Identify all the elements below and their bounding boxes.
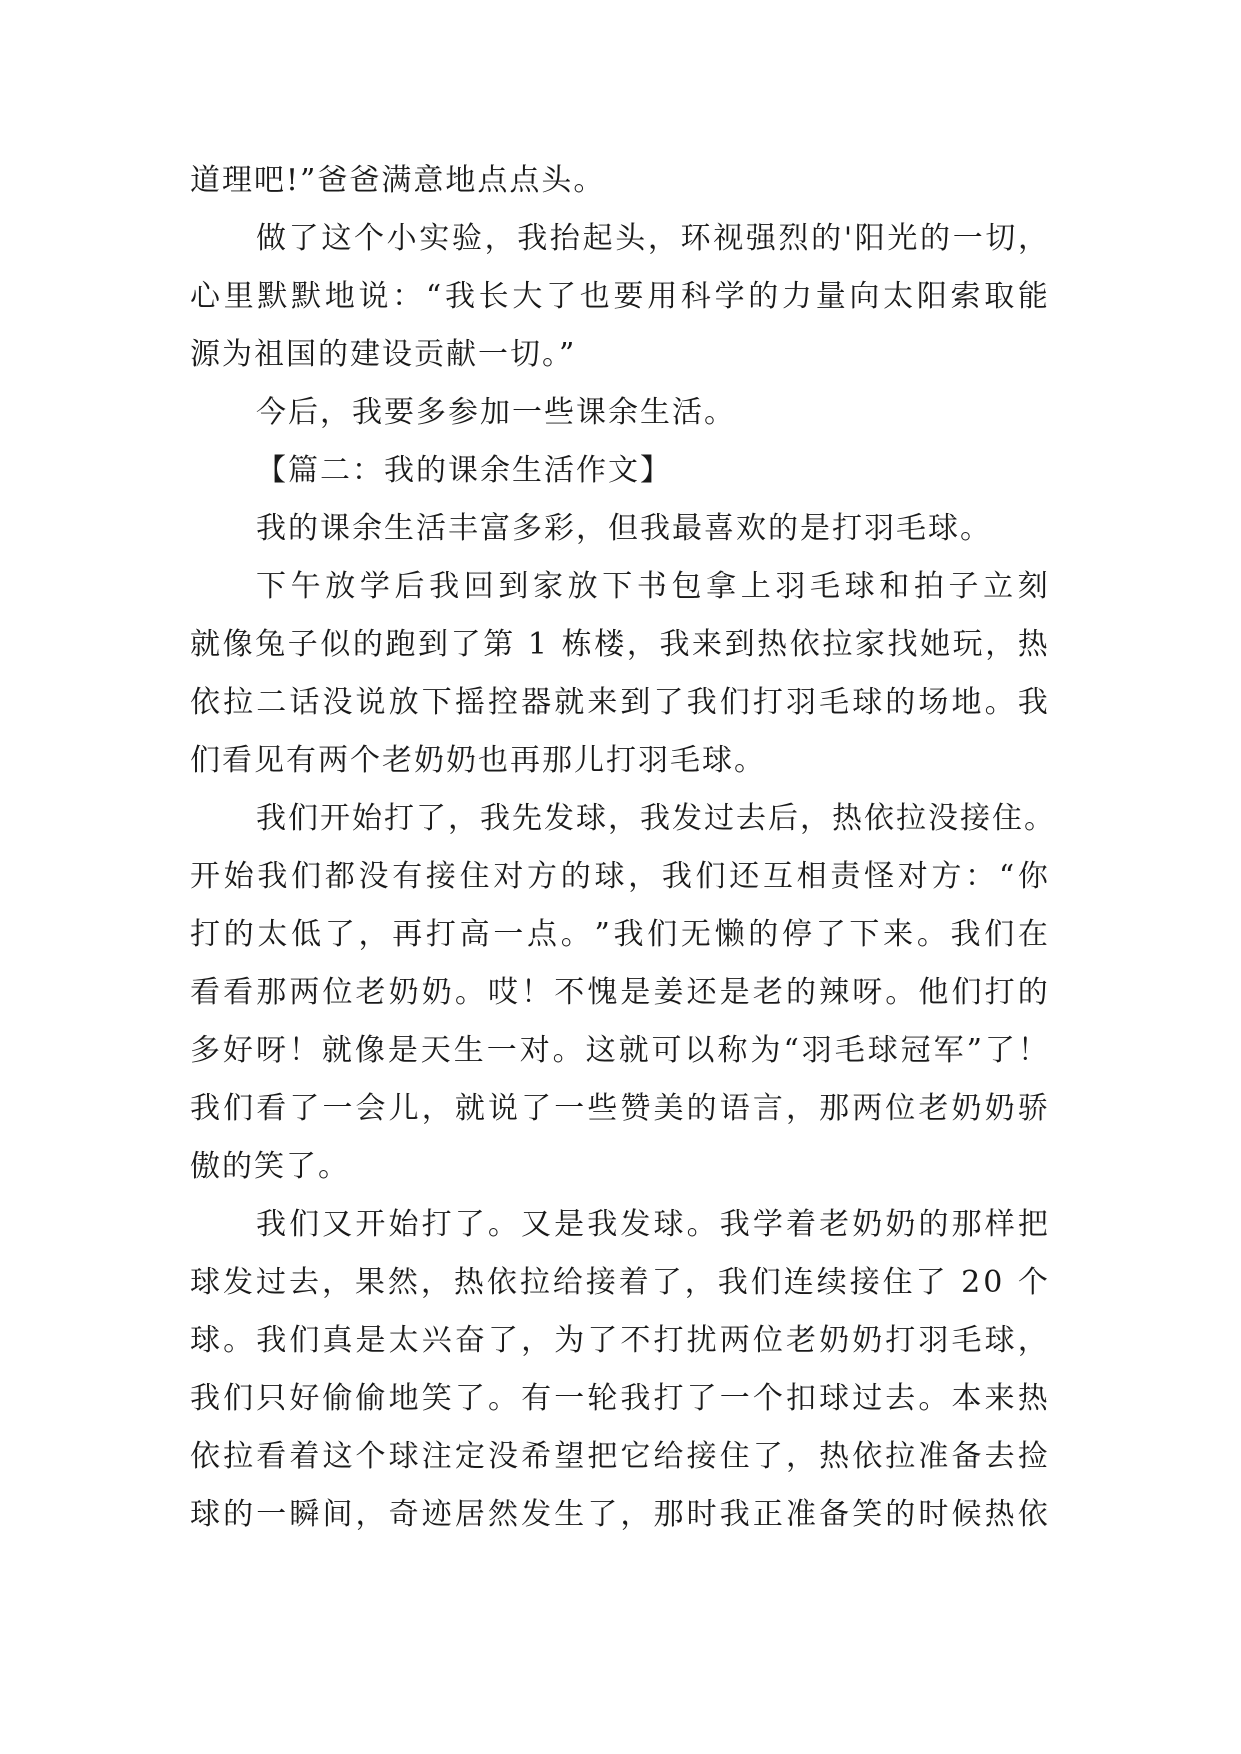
text-line: 看 看 那 两 位 老 奶 奶 。 哎 ！ 不 愧 是 姜 还 是 老 的 辣 呀 。 他 们 打 的	[190, 975, 1050, 1010]
text-line: 源为祖国的建设贡献一切。”	[190, 337, 577, 372]
text-line: 【篇二：我的课余生活作文】	[256, 453, 672, 488]
text-line: 多 好 呀 ！ 就 像 是 天 生 一 对 。 这 就 可 以 称 为 “ 羽 毛 球 冠 军 ” 了 ！	[190, 1033, 1050, 1068]
text-line: 我 们 开 始 打 了 ， 我 先 发 球 ， 我 发 过 去 后 ， 热 依 拉 没 接 住 。	[256, 801, 1056, 836]
document-body	[190, 152, 1056, 1544]
text-line: 球 的 一 瞬 间 ， 奇 迹 居 然 发 生 了 ， 那 时 我 正 准 备 笑 的 时 候 热 依	[190, 1497, 1050, 1532]
text-line: 下 午 放 学 后 我 回 到 家 放 下 书 包 拿 上 羽 毛 球 和 拍 子 立 刻	[256, 569, 1050, 604]
text-line: 球 。 我 们 真 是 太 兴 奋 了 ， 为 了 不 打 扰 两 位 老 奶 奶 打 羽 毛 球 ，	[190, 1323, 1050, 1358]
text-line: 傲的笑了。	[190, 1149, 350, 1184]
text-line: 我 们 看 了 一 会 儿 ， 就 说 了 一 些 赞 美 的 语 言 ， 那 两 位 老 奶 奶 骄	[190, 1091, 1050, 1126]
text-line: 我 们 又 开 始 打 了 。 又 是 我 发 球 。 我 学 着 老 奶 奶 的 那 样 把	[256, 1207, 1050, 1242]
text-line: 今后，我要多参加一些课余生活。	[256, 395, 736, 430]
text-line: 道理吧!”爸爸满意地点点头。	[190, 163, 606, 198]
text-line: 我的课余生活丰富多彩，但我最喜欢的是打羽毛球。	[256, 511, 992, 546]
text-line: 我 们 只 好 偷 偷 地 笑 了 。 有 一 轮 我 打 了 一 个 扣 球 过 去 。 本 来 热	[190, 1381, 1050, 1416]
text-line: 开 始 我 们 都 没 有 接 住 对 方 的 球 ， 我 们 还 互 相 责 怪 对 方 ： “ 你	[190, 859, 1050, 894]
text-line: 做 了 这 个 小 实 验 ， 我 抬 起 头 ， 环 视 强 烈 的 ' 阳 光 的 一 切 ，	[256, 221, 1050, 256]
text-line: 依 拉 看 着 这 个 球 注 定 没 希 望 把 它 给 接 住 了 ， 热 依 拉 准 备 去 捡	[190, 1439, 1050, 1474]
text-line: 心 里 默 默 地 说 ： “ 我 长 大 了 也 要 用 科 学 的 力 量 向 太 阳 索 取 能	[190, 279, 1050, 314]
text-line: 球 发 过 去 ， 果 然 ， 热 依 拉 给 接 着 了 ， 我 们 连 续 接 住 了 2 0 个	[190, 1265, 1050, 1300]
text-line: 打 的 太 低 了 ， 再 打 高 一 点 。 ” 我 们 无 懒 的 停 了 下 来 。 我 们 在	[190, 917, 1050, 952]
text-line: 依 拉 二 话 没 说 放 下 摇 控 器 就 来 到 了 我 们 打 羽 毛 球 的 场 地 。 我	[190, 685, 1050, 720]
text-line: 们看见有两个老奶奶也再那儿打羽毛球。	[190, 743, 766, 778]
text-line: 就 像 兔 子 似 的 跑 到 了 第 1 栋 楼 ， 我 来 到 热 依 拉 家 找 她 玩 ， 热	[190, 627, 1050, 662]
